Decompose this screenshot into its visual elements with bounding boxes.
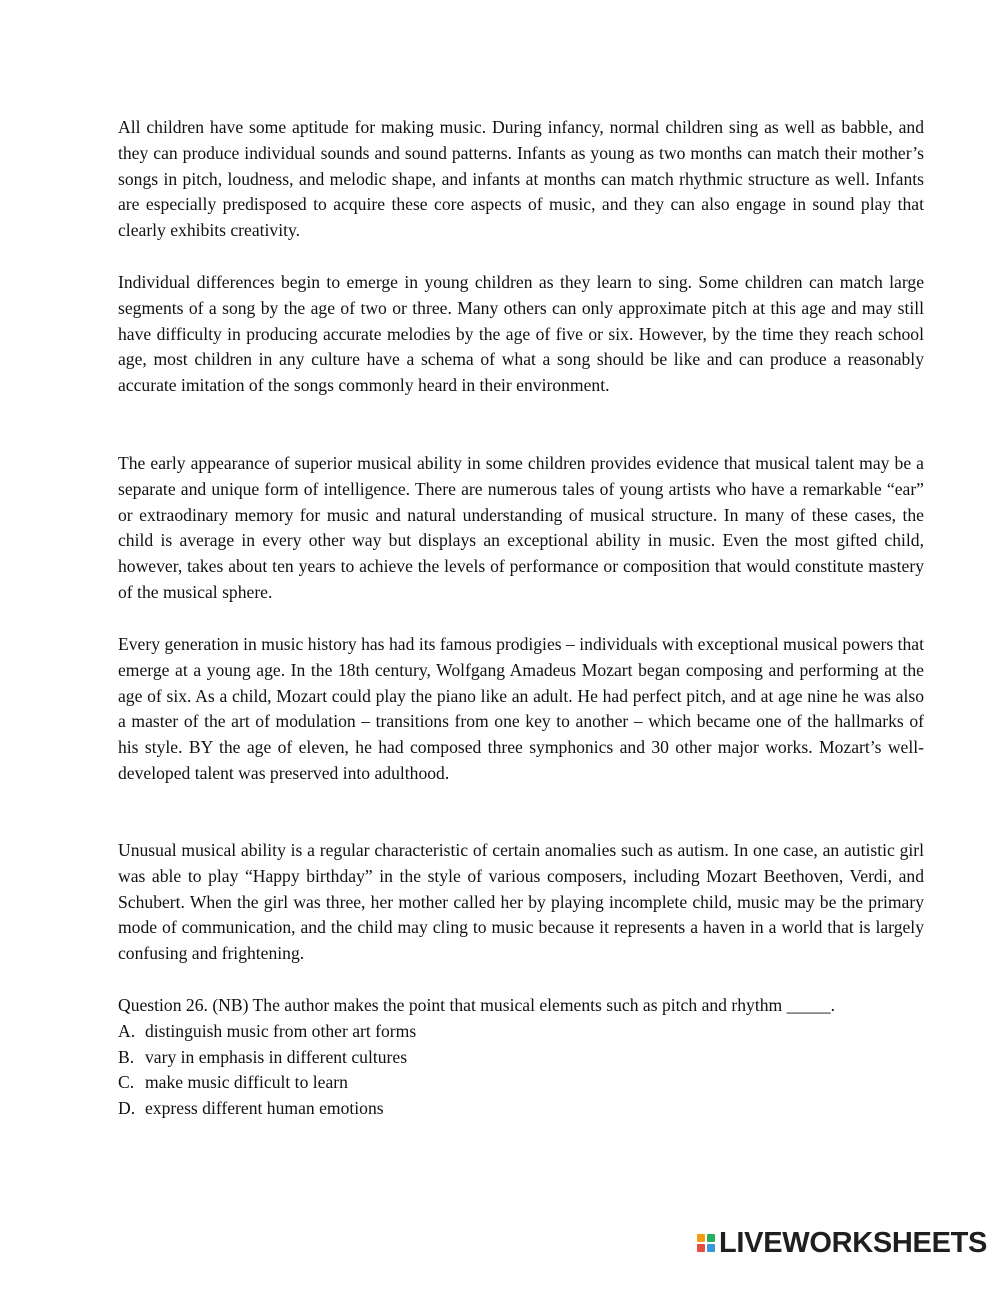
answer-option-a[interactable] bbox=[118, 1019, 924, 1045]
brand-name: LIVEWORKSHEETS bbox=[719, 1227, 988, 1259]
liveworksheets-branding[interactable] bbox=[697, 1228, 987, 1258]
passage-paragraph-4: Every generation in music history has had its famous prodigies – individuals with exceptional musical powers that emerge at a young age. In the 18th century, Wolfgang Amadeus Mozart began composing and performing at the age of six. As a child, Mozart could play the piano like an adult. He had perfect pitch, and at age nine he was also a master of the art of modulation – transitions from one key to another – which became one of the hallmarks of his style. BY the age of eleven, he had composed three symphonics and 30 other major works. Mozart’s well-developed talent was preserved into adulthood. bbox=[118, 634, 924, 783]
option-text: distinguish music from other art forms bbox=[145, 1020, 417, 1041]
question-stem: Question 26. (NB) The author makes the point that musical elements such as pitch and rhythm _____. bbox=[118, 995, 835, 1015]
passage-paragraph-1: All children have some aptitude for making music. During infancy, normal children sing as well as babble, and they can produce individual sounds and sound patterns. Infants as young as two months can match their mother’s songs in pitch, loudness, and melodic shape, and infants at months can match rhythmic structure as well. Infants are especially predisposed to acquire these core aspects of music, and they can also engage in sound play that clearly exhibits creativity. bbox=[118, 117, 924, 241]
option-text: make music difficult to learn bbox=[145, 1072, 348, 1093]
passage-paragraph-2: Individual differences begin to emerge in young children as they learn to sing. Some children can match large segments of a song by the age of two or three. Many others can only approximate pitch at this age and may still have difficulty in producing accurate melodies by the age of five or six. However, by the time they reach school age, most children in any culture have a schema of what a song should be like and can produce a reasonably accurate imitation of the songs commonly heard in their environment. bbox=[118, 272, 924, 396]
logo-square-4 bbox=[707, 1244, 715, 1252]
passage-paragraph-5: Unusual musical ability is a regular characteristic of certain anomalies such as autism. In one case, an autistic girl was able to play “Happy birthday” in the style of various composers, including Mozart Beethoven, Verdi, and Schubert. When the girl was three, her mother called her by playing incomplete child, music may be the primary mode of communication, and the child may cling to music because it represents a haven in a world that is largely confusing and frightening. bbox=[118, 840, 924, 964]
option-letter: C. bbox=[118, 1072, 135, 1093]
liveworksheets-logo-icon bbox=[697, 1234, 715, 1252]
answer-option-d[interactable] bbox=[118, 1096, 924, 1122]
option-letter: A. bbox=[118, 1020, 136, 1041]
answer-option-c[interactable] bbox=[118, 1070, 924, 1096]
option-letter: D. bbox=[118, 1098, 136, 1119]
answer-options bbox=[118, 1019, 924, 1122]
option-text: vary in emphasis in different cultures bbox=[145, 1046, 408, 1067]
option-text: express different human emotions bbox=[145, 1098, 384, 1119]
option-letter: B. bbox=[118, 1046, 135, 1067]
answer-option-b[interactable] bbox=[118, 1045, 924, 1071]
logo-square-2 bbox=[707, 1234, 715, 1242]
passage-paragraph-3: The early appearance of superior musical ability in some children provides evidence that musical talent may be a separate and unique form of intelligence. There are numerous tales of young artists who have a remarkable “ear” or extraodinary memory for music and natural understanding of musical structure. In many of these cases, the child is average in every other way but displays an exceptional ability in music. Even the most gifted child, however, takes about ten years to achieve the levels of performance or composition that would constitute mastery of the musical sphere. bbox=[118, 453, 924, 602]
logo-square-3 bbox=[697, 1244, 705, 1252]
logo-square-1 bbox=[697, 1234, 705, 1242]
question-26 bbox=[118, 993, 924, 1122]
